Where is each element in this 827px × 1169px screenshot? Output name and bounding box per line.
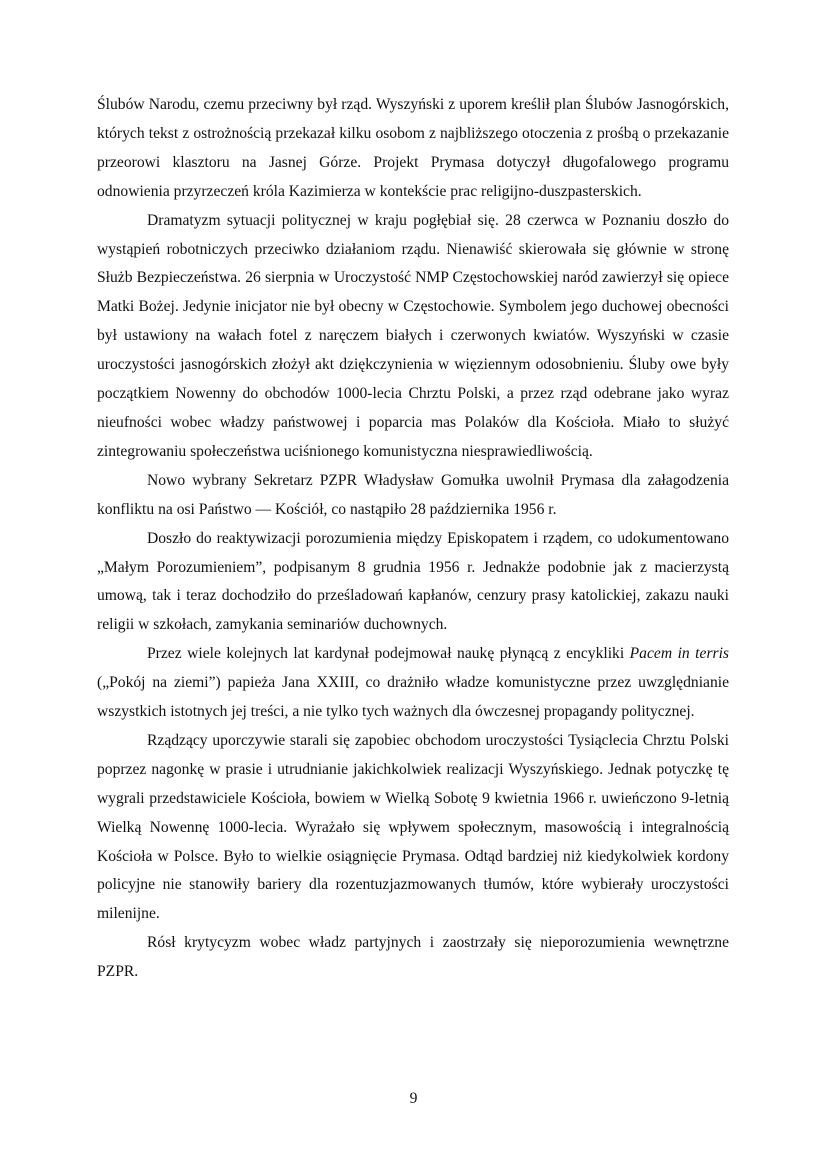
paragraph-5-text-after: („Pokój na ziemi”) papieża Jana XXIII, co drażniło władze komunistyczne przez uwzględnianie wszystkich istotnych jej treści, a nie tylko tych ważnych dla ówczesnej propagandy politycznej.	[97, 674, 729, 721]
paragraph-4: Doszło do reaktywizacji porozumienia między Episkopatem i rządem, co udokumentowano „Małym Porozumieniem”, podpisanym 8 grudnia 1956 r. Jednakże podobnie jak z macierzystą umową, tak i teraz dochodziło do prześladowań kapłanów, cenzury prasy katolickiej, zakazu nauki religii w szkołach, zamykania seminariów duchownych.	[97, 529, 729, 634]
page-number: 9	[409, 1090, 418, 1107]
encyclical-title: Pacem in terris	[629, 645, 729, 663]
paragraph-1: Ślubów Narodu, czemu przeciwny był rząd. Wyszyński z uporem kreślił plan Ślubów Jasnogórskich, których tekst z ostrożnością przekazał kilku osobom z najbliższego otoczenia z prośbą o przekazanie przeorowi klasztoru na Jasnej Górze. Projekt Prymasa dotyczył długofalowego programu odnowienia przyrzeczeń króla Kazimierza w kontekście prac religijno-duszpasterskich.	[97, 96, 729, 200]
document-page	[97, 91, 729, 987]
paragraph-6: Rządzący uporczywie starali się zapobiec obchodom uroczystości Tysiąclecia Chrztu Polski poprzez nagonkę w prasie i utrudnianie jakichkolwiek realizacji Wyszyńskiego. Jednak potyczkę tę wygrali przedstawiciele Kościoła, bowiem w Wielką Sobotę 9 kwietnia 1966 r. uwieńczono 9-letnią Wielką Nowennę 1000-lecia. Wyrażało się wpływem społecznym, masowością i integralnością Kościoła w Polsce. Było to wielkie osiągnięcie Prymasa. Odtąd bardziej niż kiedykolwiek kordony policyjne nie stanowiły bariery dla rozentuzjazmowanych tłumów, które wybierały uroczystości milenijne.	[97, 731, 729, 923]
paragraph-2: Dramatyzm sytuacji politycznej w kraju pogłębiał się. 28 czerwca w Poznaniu doszło do wystąpień robotniczych przeciwko działaniom rządu. Nienawiść skierowała się głównie w stronę Służb Bezpieczeństwa. 26 sierpnia w Uroczystość NMP Częstochowskiej naród zawierzył się opiece Matki Bożej. Jedynie inicjator nie był obecny w Częstochowie. Symbolem jego duchowej obecności był ustawiony na wałach fotel z naręczem białych i czerwonych kwiatów. Wyszyński w czasie uroczystości jasnogórskich złożył akt dziękczynienia w więziennym odosobnieniu. Śluby owe były początkiem Nowenny do obchodów 1000-lecia Chrztu Polski, a przez rząd odebrane jako wyraz nieufności wobec władzy państwowej i poparcia mas Polaków dla Kościoła. Miało to służyć zintegrowaniu społeczeństwa uciśnionego komunistyczna niesprawiedliwością.	[97, 211, 729, 460]
paragraph-7: Rósł krytycyzm wobec władz partyjnych i zaostrzały się nieporozumienia wewnętrzne PZPR.	[97, 934, 729, 981]
paragraph-5	[97, 640, 729, 727]
paragraph-3: Nowo wybrany Sekretarz PZPR Władysław Gomułka uwolnił Prymasa dla załagodzenia konfliktu na osi Państwo — Kościół, co nastąpiło 28 października 1956 r.	[97, 471, 729, 518]
paragraph-5-text-before: Przez wiele kolejnych lat kardynał podejmował naukę płynącą z encykliki	[147, 645, 630, 663]
